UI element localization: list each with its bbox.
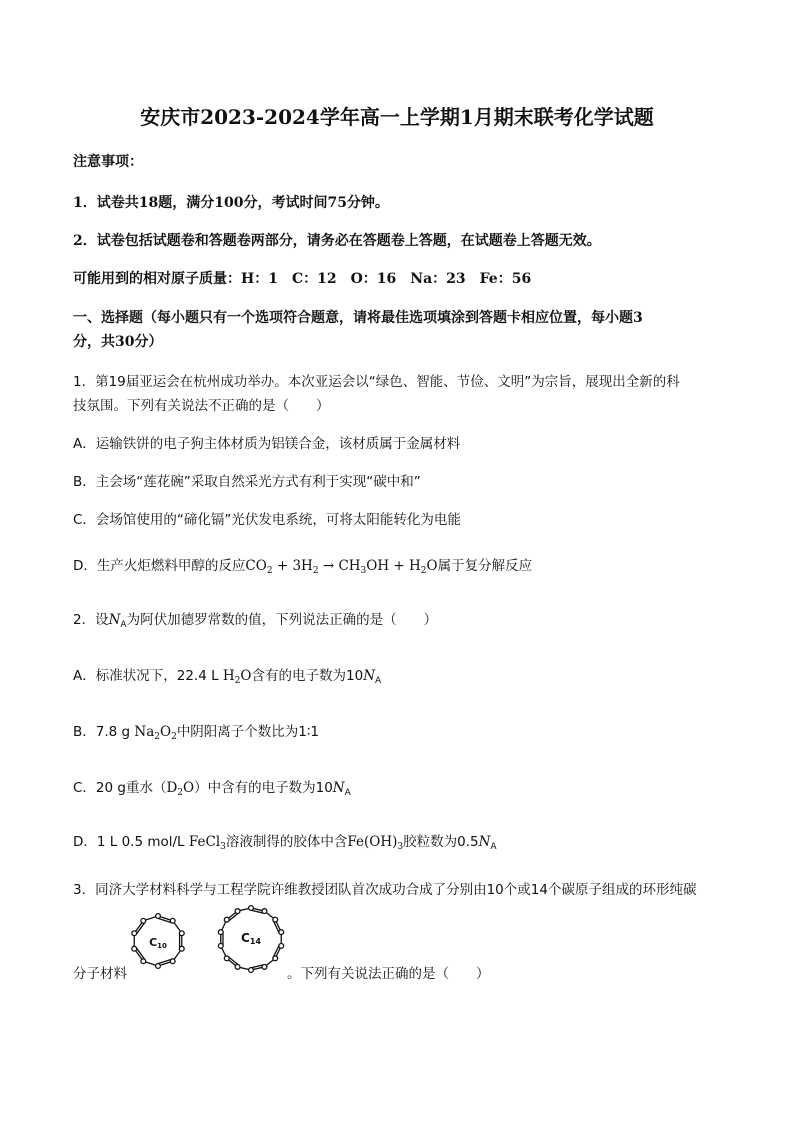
carbon-atom [235,909,240,914]
q2-d-suffix: 胶粒数为0.5 [403,834,479,850]
sodium-peroxide-formula: $Na_2O_2$ [134,724,177,742]
carbon-atom [279,930,284,935]
carbon-atom [262,909,267,914]
carbon-atom [218,943,223,948]
carbon-atom [132,946,137,951]
q2-d-middle: 溶液制得的胶体中含 [225,834,348,850]
avogadro-symbol: N [363,668,375,684]
carbon-atom [224,917,229,922]
carbon-atom [179,946,184,951]
water-formula: $H_2O$ [222,668,252,686]
q2-option-c: C．20 g重水$(D_2O)$中含有的电子数为$10N_A$ [73,780,351,798]
q2-c-suffix: ）中含有的电子数为10 [194,780,333,796]
avogadro-symbol: N [478,834,491,850]
q2-b-prefix: B．7.8 g [73,724,135,740]
section-heading-line2: 分，共30分） [73,334,163,350]
q2-d-prefix: D．1 L 0.5 mol/L [73,834,189,850]
q2-b-suffix: 中阴阳离子个数比为1∶1 [176,724,320,740]
q1-option-d [73,556,532,576]
notice-item-1: 1．试卷共18题，满分100分，考试时间75分钟。 [73,195,389,211]
carbon-atom [279,943,284,948]
q2-a-suffix: 含有的电子数为10 [251,668,364,684]
carbon-atom [273,917,278,922]
q1-option-a: A．运输铁饼的电子狗主体材质为铝镁合金，该材质属于金属材料 [73,436,461,452]
carbon-atom [218,930,223,935]
q2-option-a: A．标准状况下，22.4 L $H_2O$含有的电子数为$10N_A$ [73,668,382,686]
exam-title: 安庆市2023-2024学年高一上学期1月期末联考化学试题 [140,105,654,129]
c14-label: C14 [241,931,261,946]
q3-stem-line1: 3．同济大学材料科学与工程学院许维教授团队首次成功合成了分别由10个或14个碳原子组成的环形纯碳 [73,882,697,898]
q1-option-d-prefix: D．生产火炬燃料甲醇的反应 [73,558,246,574]
q1-stem-line1: 1．第19届亚运会在杭州成功举办。本次亚运会以“绿色、智能、节俭、文明”为宗旨，展现出全新的科 [73,374,680,390]
q2-option-b [73,722,319,742]
carbon-atom [132,931,137,936]
ferric-hydroxide-formula: $Fe(OH)_3$ [347,834,404,852]
ferric-chloride-formula: FeCl$_3$ [188,834,226,852]
carbon-atom [141,959,146,964]
q3-stem2-prefix: 分子材料 [73,966,127,982]
q2-stem-suffix: 为阿伏加德罗常数的值，下列说法正确的是（ ） [126,612,438,628]
q1-option-b: B．主会场“莲花碗”采取自然采光方式有利于实现“碳中和” [73,474,421,490]
c10-label: C10 [149,936,167,950]
notice-heading: 注意事项： [73,154,143,170]
methanol-equation: $CO_2 + 3H_2 \to CH_3OH + H_2O$ [245,558,438,576]
q2-stem: 2．设$N_A$为阿伏加德罗常数的值，下列说法正确的是（ ） [73,612,438,630]
carbon-atom [179,931,184,936]
carbon-atom [156,914,161,919]
avogadro-symbol: N [108,612,121,628]
q2-stem-prefix: 2．设 [73,612,109,628]
q2-option-d: D．1 L 0.5 mol/L FeCl$_3$溶液制得的胶体中含$Fe(OH)_3$胶粒数为$0.5N_A$ [73,834,497,852]
q3-stem2-suffix: 。下列有关说法正确的是（ ） [287,966,490,982]
carbon-atom [141,918,146,923]
q1-stem-line2: 技氛围。下列有关说法不正确的是（ ） [73,398,330,414]
carbon-atom [170,918,175,923]
q2-c-prefix: C．20 g重水（ [73,780,167,796]
carbon-atom [273,956,278,961]
notice-item-2: 2．试卷包括试题卷和答题卷两部分，请务必在答题卷上答题，在试题卷上答题无效。 [73,233,601,249]
q1-option-d-suffix: 属于复分解反应 [437,558,533,574]
section-heading-line1: 一、选择题（每小题只有一个选项符合题意，请将最佳选项填涂到答题卡相应位置，每小题3 [73,310,643,326]
carbon-atom [224,956,229,961]
carbon-atom [249,906,254,911]
c10-ring-molecule [126,910,190,972]
avogadro-symbol: N [332,780,345,796]
q1-option-c: C．会场馆使用的“碲化镉”光伏发电系统，可将太阳能转化为电能 [73,512,461,528]
atomic-masses: 可能用到的相对原子质量：H：1 C：12 O：16 Na：23 Fe：56 [73,271,532,287]
carbon-atom [170,959,175,964]
heavy-water-formula: $D_2O$ [166,780,195,798]
q2-a-prefix: A．标准状况下，22.4 L [73,668,223,684]
q3-stem-line2 [73,964,490,984]
